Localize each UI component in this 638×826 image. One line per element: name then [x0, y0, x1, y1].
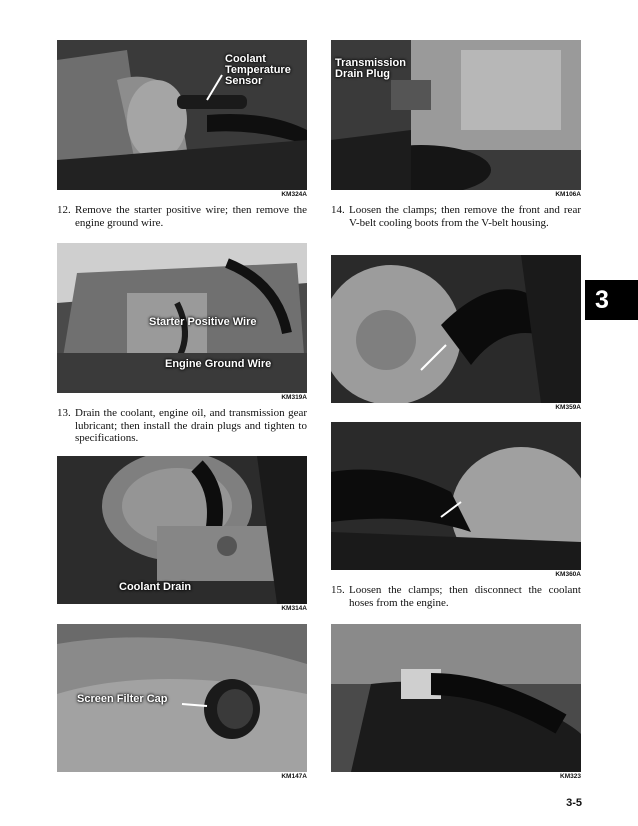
- figure-code: KM147A: [281, 773, 307, 780]
- engine-photo-graphic: [331, 624, 581, 772]
- photo-coolant-temperature-sensor: [57, 40, 307, 190]
- step-text: Remove the starter positive wire; then remove the engine ground wire.: [75, 204, 307, 229]
- figure-code: KM319A: [281, 394, 307, 401]
- step-number: 12.: [57, 204, 71, 216]
- engine-photo-graphic: [331, 422, 581, 570]
- figure-code: KM106A: [555, 191, 581, 198]
- step-text: Drain the coolant, engine oil, and transmission gear lubricant; then install the drain plugs and tighten to specifications.: [75, 407, 307, 444]
- page-number: 3-5: [566, 797, 582, 809]
- step-15: [331, 584, 581, 609]
- callout-screen-filter-cap: Screen Filter Cap: [77, 693, 168, 705]
- callout-engine-ground-wire: Engine Ground Wire: [165, 358, 272, 370]
- figure-code: KM323: [560, 773, 581, 780]
- step-number: 13.: [57, 407, 71, 419]
- photo-v-belt-boot-rear: [331, 422, 581, 570]
- figure-code: KM324A: [281, 191, 307, 198]
- photo-starter-wires: [57, 243, 307, 393]
- engine-photo-graphic: [331, 255, 581, 403]
- callout-starter-positive-wire: Starter Positive Wire: [149, 316, 257, 328]
- photo-transmission-drain-plug: [331, 40, 581, 190]
- step-text: Loosen the clamps; then remove the front and rear V-belt cooling boots from the V-belt housing.: [349, 204, 581, 229]
- step-13: [57, 407, 307, 445]
- figure-code: KM359A: [555, 404, 581, 411]
- photo-coolant-drain: [57, 456, 307, 604]
- step-number: 14.: [331, 204, 345, 216]
- step-number: 15.: [331, 584, 345, 596]
- figure-code: KM360A: [555, 571, 581, 578]
- step-12: [57, 204, 307, 229]
- callout-coolant-temperature-sensor: Coolant Temperature Sensor: [225, 53, 291, 87]
- photo-v-belt-boot-front: [331, 255, 581, 403]
- photo-coolant-hoses: [331, 624, 581, 772]
- step-14: [331, 204, 581, 229]
- figure-code: KM314A: [281, 605, 307, 612]
- photo-screen-filter-cap: [57, 624, 307, 772]
- step-text: Loosen the clamps; then disconnect the coolant hoses from the engine.: [349, 584, 581, 609]
- chapter-tab: 3: [585, 280, 638, 320]
- callout-transmission-drain-plug: Transmission Drain Plug: [335, 57, 406, 80]
- callout-coolant-drain: Coolant Drain: [119, 581, 192, 593]
